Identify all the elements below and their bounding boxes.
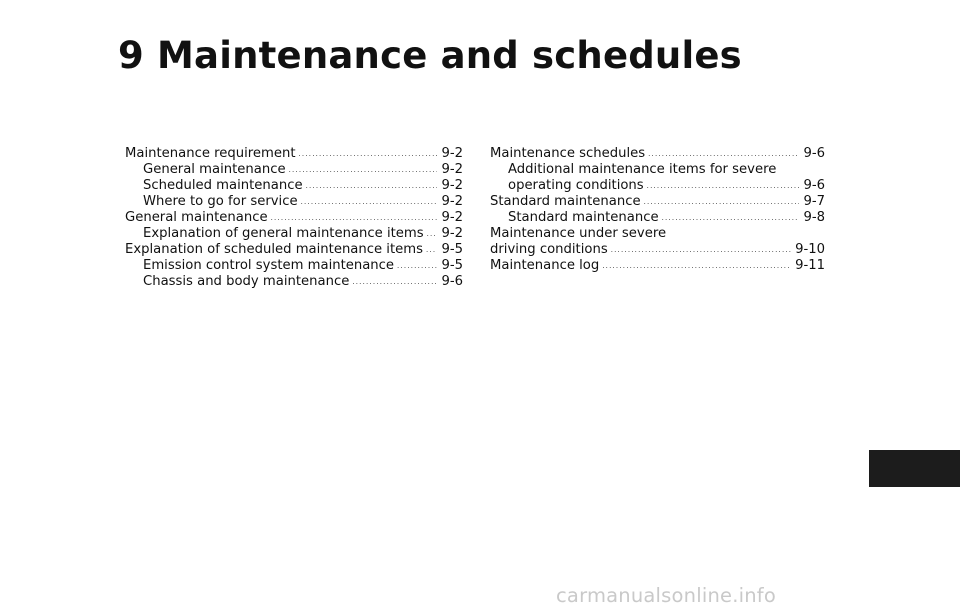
- toc-entry-label: Standard maintenance: [508, 210, 659, 225]
- dot-leader: [611, 242, 791, 258]
- dot-leader: [426, 242, 437, 258]
- toc-entry-label: General maintenance: [125, 210, 268, 225]
- toc-page-number: 9-2: [441, 162, 463, 177]
- toc-entry[interactable]: [125, 162, 463, 178]
- toc-page-number: 9-10: [795, 242, 825, 257]
- toc-entry-label: Scheduled maintenance: [143, 178, 303, 193]
- chapter-title: 9 Maintenance and schedules: [118, 34, 742, 77]
- toc-page-number: 9-2: [441, 178, 463, 193]
- toc-page-number: 9-7: [803, 194, 825, 209]
- toc-entry[interactable]: [125, 242, 463, 258]
- dot-leader: [306, 178, 438, 194]
- toc-entry-maintenance-log[interactable]: [490, 258, 825, 274]
- toc-entry-additional-items-line1[interactable]: Additional maintenance items for severe: [508, 162, 777, 177]
- dot-leader: [427, 226, 438, 242]
- toc-entry-severe-conditions-line1[interactable]: Maintenance under severe: [490, 226, 667, 241]
- toc-page-number: 9-6: [441, 274, 463, 289]
- toc-entry-label: Maintenance schedules: [490, 146, 646, 161]
- toc-entry[interactable]: [125, 226, 463, 242]
- dot-leader: [299, 146, 438, 162]
- toc-entry[interactable]: [125, 178, 463, 194]
- toc-entry-label: Where to go for service: [143, 194, 298, 209]
- dot-leader: [352, 274, 437, 290]
- toc-entry-label: Maintenance requirement: [125, 146, 296, 161]
- toc-right-column: [490, 146, 825, 274]
- dot-leader: [648, 146, 799, 162]
- toc-entry-maintenance-schedules[interactable]: [490, 146, 825, 162]
- dot-leader: [271, 210, 438, 226]
- toc-entry-label: General maintenance: [143, 162, 286, 177]
- toc-entry-standard-maintenance-sub[interactable]: [490, 210, 825, 226]
- toc-page-number: 9-8: [803, 210, 825, 225]
- toc-entry-label: Explanation of general maintenance items: [143, 226, 424, 241]
- toc-page-number: 9-11: [795, 258, 825, 273]
- dot-leader: [397, 258, 437, 274]
- toc-entry-label: Emission control system maintenance: [143, 258, 395, 273]
- toc-entry-label: Maintenance log: [490, 258, 600, 273]
- toc-entry-label: driving conditions: [490, 242, 608, 257]
- dot-leader: [662, 210, 800, 226]
- toc-entry[interactable]: [125, 210, 463, 226]
- chapter-tab-marker: [869, 450, 960, 487]
- toc-left-column: [125, 146, 463, 290]
- toc-entry-label: Standard maintenance: [490, 194, 641, 209]
- toc-page-number: 9-5: [441, 242, 463, 257]
- toc-entry-standard-maintenance[interactable]: [490, 194, 825, 210]
- toc-entry[interactable]: [125, 274, 463, 290]
- toc-entry[interactable]: [125, 146, 463, 162]
- toc-page-number: 9-5: [441, 258, 463, 273]
- toc-entry-label: operating conditions: [508, 178, 644, 193]
- dot-leader: [289, 162, 438, 178]
- toc-entry-label: Chassis and body maintenance: [143, 274, 350, 289]
- dot-leader: [647, 178, 800, 194]
- dot-leader: [301, 194, 438, 210]
- toc-page-number: 9-2: [441, 226, 463, 241]
- toc-page-number: 9-6: [803, 146, 825, 161]
- dot-leader: [602, 258, 791, 274]
- dot-leader: [644, 194, 800, 210]
- toc-entry-severe-conditions-line2[interactable]: [490, 242, 825, 258]
- toc-entry[interactable]: [125, 258, 463, 274]
- watermark: carmanualsonline.info: [556, 584, 776, 607]
- toc-page-number: 9-2: [441, 146, 463, 161]
- toc-entry-label: Explanation of scheduled maintenance items: [125, 242, 423, 257]
- toc-page-number: 9-6: [803, 178, 825, 193]
- toc-page-number: 9-2: [441, 194, 463, 209]
- toc-page-number: 9-2: [441, 210, 463, 225]
- toc-entry-additional-items-line2[interactable]: [490, 178, 825, 194]
- toc-entry[interactable]: [125, 194, 463, 210]
